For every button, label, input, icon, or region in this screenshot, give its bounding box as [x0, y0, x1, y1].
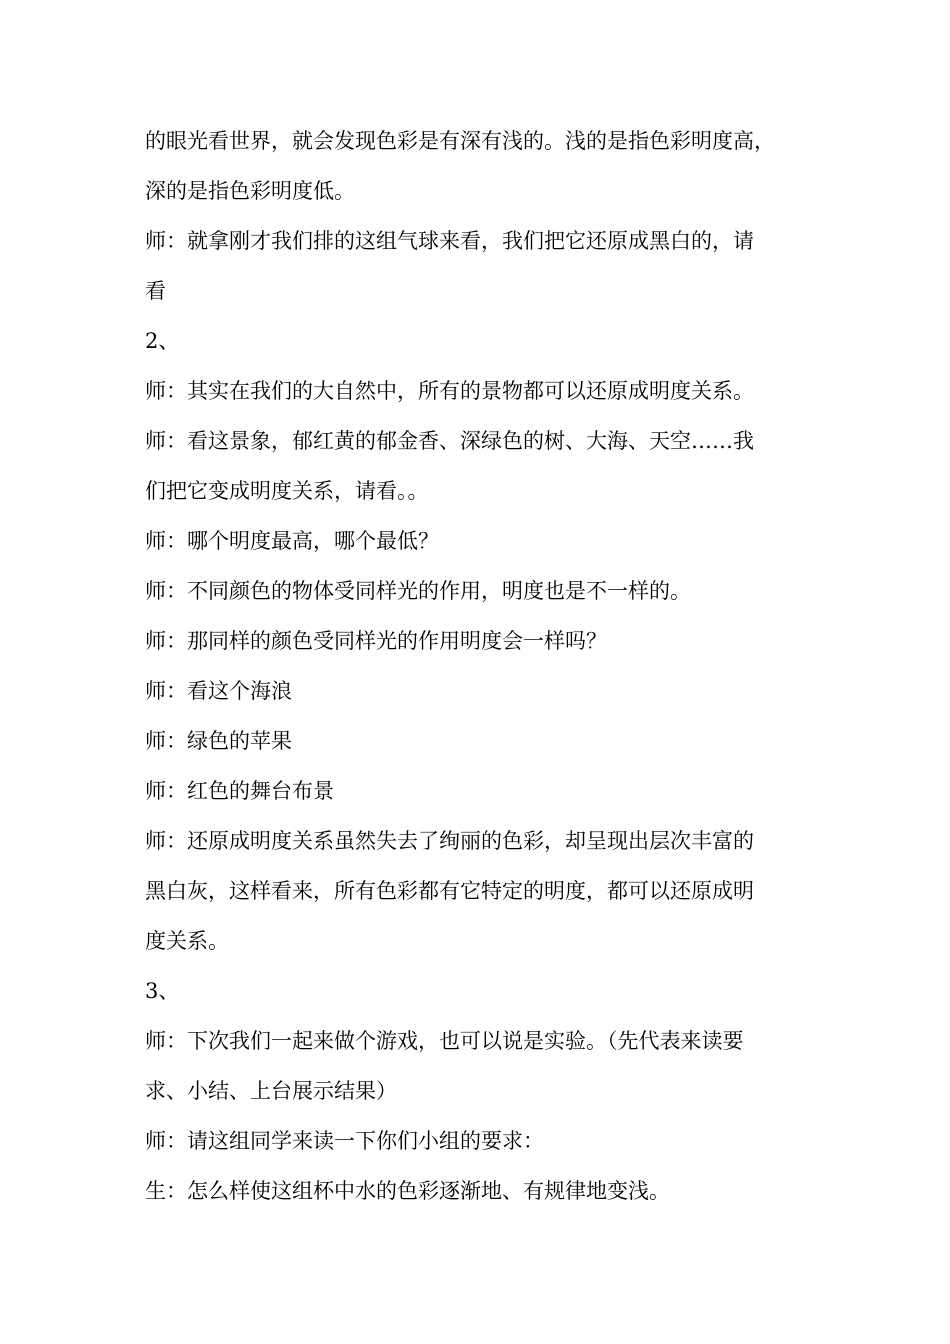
text-line: 师：看这景象，郁红黄的郁金香、深绿色的树、大海、天空……我 — [145, 429, 754, 453]
section-number: 2、 — [145, 329, 180, 353]
section-number: 3、 — [145, 979, 180, 1003]
text-line: 度关系。 — [145, 929, 229, 953]
text-line: 师：还原成明度关系虽然失去了绚丽的色彩，却呈现出层次丰富的 — [145, 829, 754, 853]
text-line: 看 — [145, 279, 166, 303]
text-line: 师：绿色的苹果 — [145, 729, 292, 753]
text-line: 师：其实在我们的大自然中，所有的景物都可以还原成明度关系。 — [145, 379, 754, 403]
text-line: 师：请这组同学来读一下你们小组的要求： — [145, 1129, 544, 1153]
text-line: 深的是指色彩明度低。 — [145, 179, 355, 203]
text-line: 师：红色的舞台布景 — [145, 779, 334, 803]
text-line: 师：下次我们一起来做个游戏，也可以说是实验。（先代表来读要 — [145, 1029, 744, 1053]
text-line: 师：哪个明度最高，哪个最低？ — [145, 529, 439, 553]
text-line: 师：看这个海浪 — [145, 679, 292, 703]
text-line: 黑白灰，这样看来，所有色彩都有它特定的明度，都可以还原成明 — [145, 879, 754, 903]
text-line: 的眼光看世界，就会发现色彩是有深有浅的。浅的是指色彩明度高， — [145, 129, 775, 153]
text-line: 师：不同颜色的物体受同样光的作用，明度也是不一样的。 — [145, 579, 691, 603]
text-line: 们把它变成明度关系，请看。。 — [145, 479, 429, 503]
text-line: 师：就拿刚才我们排的这组气球来看，我们把它还原成黑白的，请 — [145, 229, 754, 253]
text-line: 生：怎么样使这组杯中水的色彩逐渐地、有规律地变浅。 — [145, 1179, 670, 1203]
text-line: 师：那同样的颜色受同样光的作用明度会一样吗？ — [145, 629, 607, 653]
text-line: 求、小结、上台展示结果） — [145, 1079, 397, 1103]
